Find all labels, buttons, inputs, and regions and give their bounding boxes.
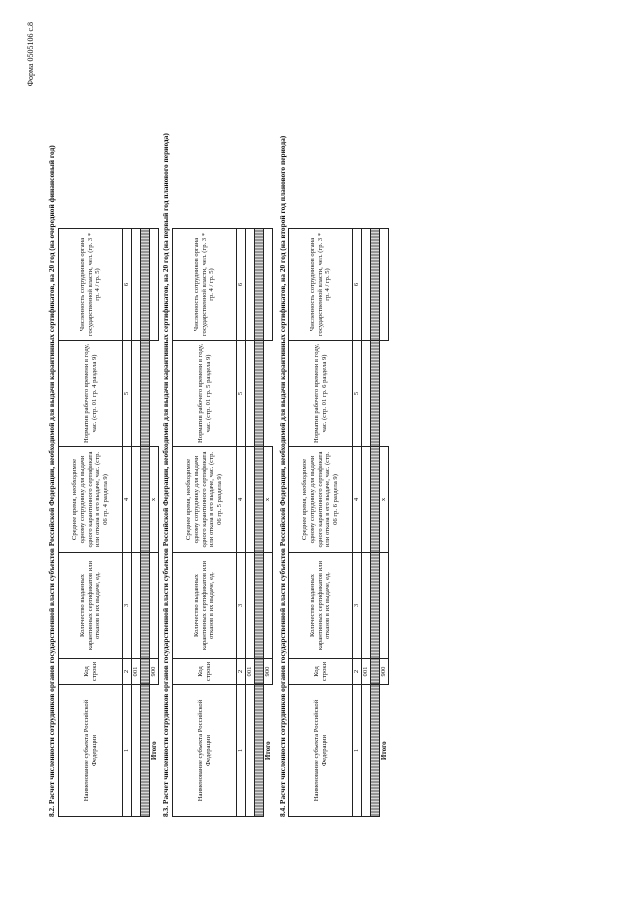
column-number: 1: [237, 685, 246, 817]
column-header: Количество выданных карантинных сертификатов или отказов в их выдаче, ед.: [59, 553, 123, 659]
row-code: 001: [132, 659, 141, 685]
subject-name-cell: [132, 685, 141, 817]
column-number: 5: [123, 341, 132, 447]
total-code: 900: [150, 659, 159, 685]
column-header: Численность сотрудников органа государственной власти, чел. (гр. 3 * гр. 4 / гр. 5): [59, 229, 123, 341]
column-header: Норматив рабочего времени в году, час. (стр. 01 гр. 5 раздела 9): [173, 341, 237, 447]
filled-row-cell: [141, 553, 150, 659]
calc-table: [288, 228, 389, 817]
total-staff-cell: [380, 229, 389, 341]
section-title: 8.4. Расчет численности сотрудников органов государственной власти субъектов Российской Федерации, необходимой для выдачи карантинных сертификатов, на 20 год (на второй год планового периода): [278, 135, 287, 817]
column-number: 2: [353, 659, 362, 685]
column-number: 6: [123, 229, 132, 341]
column-header: Наименование субъекта Российской Федерации: [289, 685, 353, 817]
total-staff-cell: [264, 229, 273, 341]
column-header: Норматив рабочего времени в году, час. (стр. 01 гр. 6 раздела 9): [289, 341, 353, 447]
column-header: Наименование субъекта Российской Федерации: [173, 685, 237, 817]
average-time-cell: [362, 447, 371, 553]
filled-row-cell: [371, 447, 380, 553]
filled-row-cell: [371, 553, 380, 659]
filled-row-cell: [371, 229, 380, 341]
column-number: 4: [237, 447, 246, 553]
filled-row-cell: [141, 341, 150, 447]
filled-row-cell: [141, 685, 150, 817]
column-number: 1: [123, 685, 132, 817]
total-label: Итого: [150, 741, 159, 761]
work-time-norm-cell: [362, 341, 371, 447]
column-header: Среднее время, необходимое одному сотруднику для выдачи одного карантинного сертификата или отказа в его выдаче, час. (стр. 06 гр. 5 раздела 9): [173, 447, 237, 553]
column-header: Численность сотрудников органа государственной власти, чел. (гр. 3 * гр. 4 / гр. 5): [289, 229, 353, 341]
column-number: 1: [353, 685, 362, 817]
column-header: Код строки: [289, 659, 353, 685]
filled-row-cell: [255, 685, 264, 817]
total-staff-cell: [150, 229, 159, 341]
staff-count-cell: [246, 229, 255, 341]
average-time-cell: [246, 447, 255, 553]
subject-name-cell: [362, 685, 371, 817]
form-code: Форма 0505106 с.8: [26, 22, 35, 87]
total-certificates-cell: [380, 553, 389, 659]
filled-row-cell: [255, 659, 264, 685]
filled-row-cell: [255, 447, 264, 553]
column-header: Среднее время, необходимое одному сотруднику для выдачи одного карантинного сертификата или отказа в его выдаче, час. (стр. 06 гр. 4 раздела 9): [59, 447, 123, 553]
column-header: Среднее время, необходимое одному сотруднику для выдачи одного карантинного сертификата или отказа в его выдаче, час. (стр. 06 гр. 6 раздела 9): [289, 447, 353, 553]
filled-row-cell: [255, 553, 264, 659]
column-header: Количество выданных карантинных сертификатов или отказов в их выдаче, ед.: [173, 553, 237, 659]
filled-row-cell: [255, 341, 264, 447]
certificates-count-cell: [246, 553, 255, 659]
column-number: 4: [123, 447, 132, 553]
filled-row-cell: [141, 659, 150, 685]
subject-name-cell: [246, 685, 255, 817]
column-number: 6: [237, 229, 246, 341]
average-time-cell: [132, 447, 141, 553]
total-blank: [264, 341, 273, 447]
section-title: 8.3. Расчет численности сотрудников органов государственной власти субъектов Российской Федерации, необходимой для выдачи карантинных сертификатов, на 20 год (на первый год планового периода): [161, 133, 170, 817]
column-number: 3: [353, 553, 362, 659]
column-header: Норматив рабочего времени в году, час. (стр. 01 гр. 4 раздела 9): [59, 341, 123, 447]
row-code: 001: [362, 659, 371, 685]
column-header: Численность сотрудников органа государственной власти, чел. (гр. 3 * гр. 4 / гр. 5): [173, 229, 237, 341]
section-title: 8.2. Расчет численности сотрудников органов государственной власти субъектов Российской Федерации, необходимой для выдачи карантинных сертификатов, на 20 год (на очередной финансовый год): [47, 145, 56, 817]
column-number: 5: [353, 341, 362, 447]
filled-row-cell: [371, 659, 380, 685]
total-blank: [380, 341, 389, 447]
total-label: Итого: [380, 741, 389, 761]
column-header: Код строки: [173, 659, 237, 685]
filled-row-cell: [255, 229, 264, 341]
total-code: 900: [264, 659, 273, 685]
filled-row-cell: [141, 447, 150, 553]
column-number: 5: [237, 341, 246, 447]
work-time-norm-cell: [132, 341, 141, 447]
filled-row-cell: [371, 685, 380, 817]
filled-row-cell: [141, 229, 150, 341]
column-header: Количество выданных карантинных сертификатов или отказов в их выдаче, ед.: [289, 553, 353, 659]
column-number: 4: [353, 447, 362, 553]
row-code: 001: [246, 659, 255, 685]
work-time-norm-cell: [246, 341, 255, 447]
total-label: Итого: [264, 741, 273, 761]
calc-table: [172, 228, 273, 817]
staff-count-cell: [132, 229, 141, 341]
certificates-count-cell: [132, 553, 141, 659]
calc-table: [58, 228, 159, 817]
certificates-count-cell: [362, 553, 371, 659]
total-mark: х: [380, 447, 389, 553]
filled-row-cell: [371, 341, 380, 447]
column-number: 2: [123, 659, 132, 685]
total-certificates-cell: [150, 553, 159, 659]
total-certificates-cell: [264, 553, 273, 659]
column-header: Код строки: [59, 659, 123, 685]
column-number: 3: [123, 553, 132, 659]
total-code: 900: [380, 659, 389, 685]
total-mark: х: [150, 447, 159, 553]
column-number: 2: [237, 659, 246, 685]
column-number: 6: [353, 229, 362, 341]
total-blank: [150, 341, 159, 447]
column-number: 3: [237, 553, 246, 659]
total-mark: х: [264, 447, 273, 553]
staff-count-cell: [362, 229, 371, 341]
column-header: Наименование субъекта Российской Федерации: [59, 685, 123, 817]
